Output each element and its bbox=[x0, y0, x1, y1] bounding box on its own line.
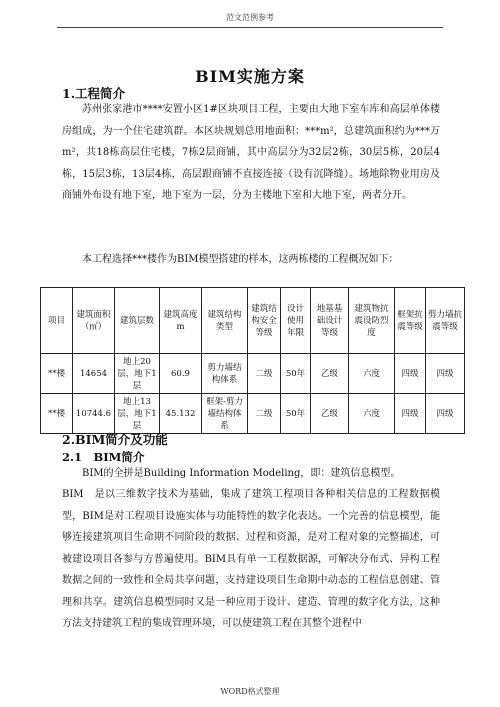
column-header: 地基基础设计等级 bbox=[311, 288, 349, 354]
header-rule bbox=[57, 27, 443, 28]
table-cell: 10744.6 bbox=[73, 394, 115, 434]
bim-definition-paragraph: BIM的全拼是Building Information Modeling，即：建筑信息模型。 bbox=[82, 468, 401, 479]
table-cell: 乙级 bbox=[311, 394, 349, 434]
table-cell: **楼 bbox=[41, 354, 73, 394]
table-cell: 框架-剪力墙结构体系 bbox=[202, 394, 248, 434]
table-cell: 六度 bbox=[349, 394, 395, 434]
sub-heading-bim-intro: 2.1 BIM简介 bbox=[62, 450, 145, 464]
table-header-row bbox=[41, 288, 465, 354]
column-header: 项目 bbox=[41, 288, 73, 354]
table-intro-text: 本工程选择***楼作为BIM模型搭建的样本，这两栋楼的工程概况如下： bbox=[82, 254, 399, 265]
section-heading-bim-intro: 2.BIM简介及功能 bbox=[62, 432, 168, 447]
project-overview-table bbox=[40, 287, 465, 434]
table-cell: 二级 bbox=[248, 354, 281, 394]
table-row bbox=[41, 354, 465, 394]
page-footer: WORD格式整理 bbox=[220, 687, 280, 696]
column-header: 建筑结构安全等级 bbox=[248, 288, 281, 354]
column-header: 剪力墙抗震等级 bbox=[426, 288, 465, 354]
table-cell: 四级 bbox=[395, 354, 426, 394]
section-heading-project-intro: 1.工程简介 bbox=[62, 86, 126, 101]
table-cell: 50年 bbox=[281, 354, 311, 394]
column-header: 框架抗震等级 bbox=[395, 288, 426, 354]
table-cell: 六度 bbox=[349, 354, 395, 394]
bim-description-paragraph: BIM 是以三维数字技术为基础，集成了建筑工程项目各种相关信息的工程数据模型，BIM是对工程项目设施实体与功能特性的数字化表达。一个完善的信息模型，能够连接建筑项目生命期不同阶段的数据、过程和资源，是对工程对象的完整描述，可被建设项目各参与方普遍使用。BIM具有单一工程数据源，可解决分布式、异构工程数据之间的一致性和全局共享问题，支持建设项目生命期中动态的工程信息创建、管理和共享。建筑信息模型同时又是一种应用于设计、建造、管理的数字化方法，这种方法支持建筑工程的集成管理环境，可以使建筑工程在其整个进程中 bbox=[62, 489, 440, 629]
table-cell: 45.132 bbox=[160, 394, 202, 434]
table-cell: 60.9 bbox=[160, 354, 202, 394]
table-row bbox=[41, 394, 465, 434]
column-header: 建筑层数 bbox=[115, 288, 160, 354]
column-header: 建筑面积（㎡） bbox=[73, 288, 115, 354]
table-cell: 四级 bbox=[426, 394, 465, 434]
project-intro-paragraph: 苏州张家港市****安置小区1#区块项目工程，主要由大地下室车库和高层单体楼房组成，为一个住宅建筑群。本区块规划总用地面积：***m²，总建筑面积约为***万m²，共18栋高层住宅楼，7栋2层商铺，其中高层分为32层2栋，30层5栋，20层4栋，15层3栋，13层4栋，高层跟商铺不直接连接（设有沉降缝）。场地除物业用房及商铺外布设有地下室，地下室为一层，分为主楼地下室和大地下室，两者分开。 bbox=[62, 104, 440, 201]
table-cell: 剪力墙结构体系 bbox=[202, 354, 248, 394]
table-cell: 地上13层，地下1层 bbox=[115, 394, 160, 434]
table-cell: 四级 bbox=[426, 354, 465, 394]
document-title: BIM实施方案 bbox=[195, 67, 305, 86]
table-cell: 14654 bbox=[73, 354, 115, 394]
column-header: 建筑结构类型 bbox=[202, 288, 248, 354]
table-cell: 二级 bbox=[248, 394, 281, 434]
column-header: 建筑物抗震设防烈度 bbox=[349, 288, 395, 354]
table-cell: 四级 bbox=[395, 394, 426, 434]
table-cell: **楼 bbox=[41, 394, 73, 434]
table-cell: 地上20层，地下1层 bbox=[115, 354, 160, 394]
table-cell: 乙级 bbox=[311, 354, 349, 394]
page-header: 范文范例参考 bbox=[226, 13, 274, 22]
column-header: 建筑高度m bbox=[160, 288, 202, 354]
column-header: 设计使用年限 bbox=[281, 288, 311, 354]
table-cell: 50年 bbox=[281, 394, 311, 434]
